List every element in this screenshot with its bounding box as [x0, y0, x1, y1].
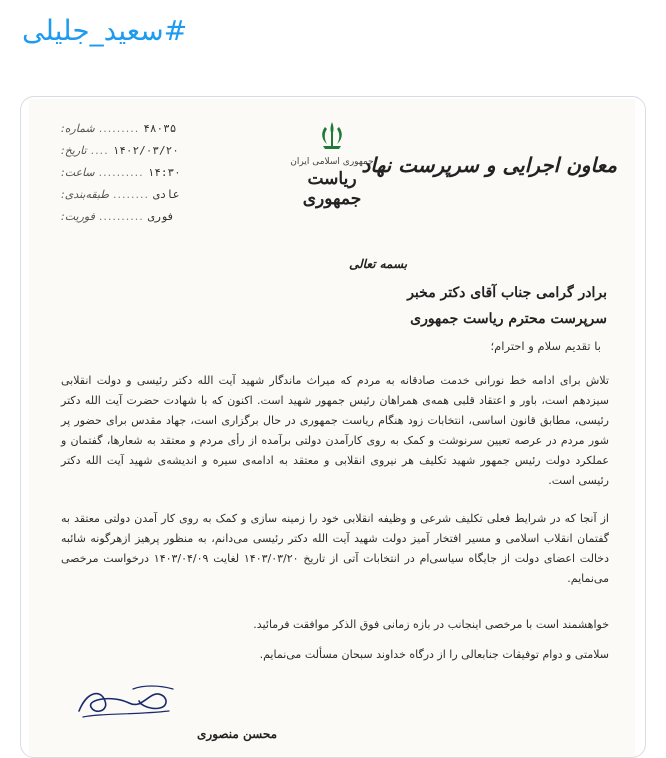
dots: ....: [90, 143, 109, 157]
signer-name: محسن منصوری: [197, 727, 278, 741]
handwritten-signature: [73, 681, 183, 721]
emblem-title: ریاست جمهوری: [302, 169, 362, 209]
time-label: ساعت:: [61, 165, 95, 179]
emblem-icon: [315, 119, 349, 153]
meta-time: [61, 161, 201, 183]
classification-label: طبقه‌بندی:: [61, 187, 110, 201]
classification-value: عادی: [153, 187, 180, 201]
dots: .........: [98, 121, 140, 135]
hashtag-text[interactable]: #سعید_جلیلی: [22, 14, 188, 47]
recipient-line-2: سرپرست محترم ریاست جمهوری: [410, 311, 607, 327]
number-label: شماره:: [61, 121, 95, 135]
meta-priority: [61, 205, 201, 227]
bismillah: بسمه تعالی: [349, 257, 408, 271]
time-value: ۱۴:۳۰: [147, 165, 181, 179]
hashtag-link[interactable]: [22, 14, 187, 47]
dots: ........: [113, 187, 149, 201]
paragraph-4: سلامتی و دوام توفیقات جنابعالی را از درگاه خداوند سبحان مسألت می‌نمایم.: [259, 648, 609, 661]
sender-title: معاون اجرایی و سرپرست نهاد: [361, 153, 617, 177]
official-letter: [29, 99, 635, 758]
meta-classification: [61, 183, 201, 205]
letter-meta: [61, 117, 201, 227]
priority-label: فوریت:: [61, 209, 95, 223]
tweet-image-card[interactable]: [20, 96, 646, 758]
dots: ..........: [98, 165, 144, 179]
recipient-line-1: برادر گرامی جناب آقای دکتر مخبر: [407, 285, 607, 301]
meta-number: [61, 117, 201, 139]
paragraph-3: خواهشمند است با مرخصی اینجانب در بازه زمانی فوق الذکر موافقت فرمائید.: [253, 618, 609, 631]
greeting: با تقدیم سلام و احترام؛: [490, 339, 601, 353]
paragraph-2: از آنجا که در شرایط فعلی تکلیف شرعی و وظیفه انقلابی خود را زمینه سازی و کمک به روی کار آمدن دولتی معتقد به گفتمان انقلاب اسلامی و مسیر افتخار آمیز دولت شهید آیت الله دکتر رئیسی می‌دانم، به منظور پرهیز ازهرگونه شائبه دخالت اعضای دولت از جایگاه سیاسی‌ام در انتخابات آتی از تاریخ ۱۴۰۳/۰۳/۲۰ لغایت ۱۴۰۳/۰۴/۰۹ درخواست مرخصی می‌نمایم.: [61, 512, 609, 585]
dots: ..........: [98, 209, 144, 223]
number-value: ۴۸۰۳۵: [143, 121, 177, 135]
meta-date: [61, 139, 201, 161]
paragraph-1: تلاش برای ادامه خط نورانی خدمت صادقانه به مردم که میراث ماندگار شهید آیت الله دکتر رئیسی و دولت انقلابی سیزدهم است، باور و اعتقاد قلبی همه‌ی همراهان رئیس جمهور شهید است. اکنون که با شهادت حضرت آیت الله دکتر رئیسی، مطابق قانون اساسی، انتخابات زود هنگام ریاست جمهوری در حال برگزاری است، جهاد مقدس برای حضور پر شور مردم در عرصه تعیین سرنوشت و کمک به روی کارآمدن دولتی برآمده از رأی مردم و معتقد به شعارها، گفتمان و عملکرد دولت رئیس جمهور شهید تکلیف هر نیروی انقلابی و معتقد به ادامه‌ی سیره و اندیشه‌ی شهید آیت الله دکتر رئیسی است.: [61, 374, 609, 487]
priority-value: فوری: [147, 209, 175, 223]
date-value: ۱۴۰۲/۰۳/۲۰: [112, 143, 179, 157]
emblem-country: جمهوری اسلامی ایران: [290, 157, 374, 167]
date-label: تاریخ:: [61, 143, 87, 157]
